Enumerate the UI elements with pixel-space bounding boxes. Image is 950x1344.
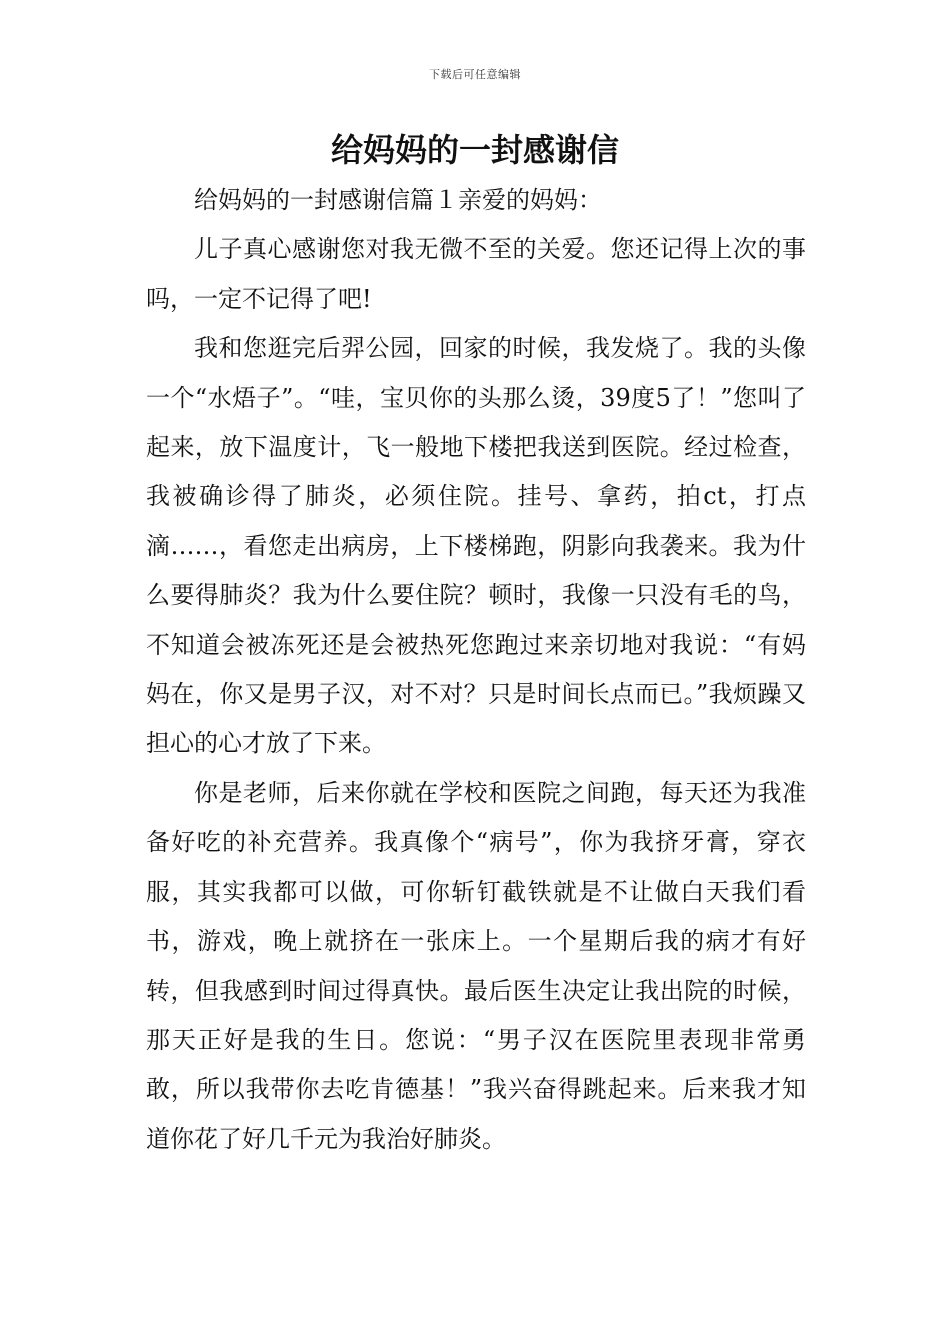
paragraph-3: 你是老师，后来你就在学校和医院之间跑，每天还为我准备好吃的补充营养。我真像个“病号”，你为我挤牙膏，穿衣服，其实我都可以做，可你斩钉截铁就是不让做白天我们看书，游戏，晚上就挤在一张床上。一个星期后我的病才有好转，但我感到时间过得真快。最后医生决定让我出院的时候，那天正好是我的生日。您说：“男子汉在医院里表现非常勇敢，所以我带你去吃肯德基！”我兴奋得跳起来。后来我才知道你花了好几千元为我治好肺炎。 <box>146 778 806 1153</box>
paragraph-2: 我和您逛完后羿公园，回家的时候，我发烧了。我的头像一个“水焐子”。“哇，宝贝你的头那么烫，39度5了！”您叫了起来，放下温度计，飞一般地下楼把我送到医院。经过检查，我被确诊得了肺炎，必须住院。挂号、拿药，拍ct，打点滴……，看您走出病房，上下楼梯跑，阴影向我袭来。我为什么要得肺炎？我为什么要住院？顿时，我像一只没有毛的鸟，不知道会被冻死还是会被热死您跑过来亲切地对我说：“有妈妈在，你又是男子汉，对不对？只是时间长点而已。”我烦躁又担心的心才放了下来。 <box>146 334 806 758</box>
paragraph-1: 儿子真心感谢您对我无微不至的关爱。您还记得上次的事吗，一定不记得了吧! <box>146 235 806 313</box>
header-note: 下载后可任意编辑 <box>429 68 521 81</box>
document-body <box>146 176 806 1164</box>
document-title: 给妈妈的一封感谢信 <box>330 131 619 169</box>
paragraph-greeting: 给妈妈的一封感谢信篇１亲爱的妈妈： <box>194 186 602 214</box>
